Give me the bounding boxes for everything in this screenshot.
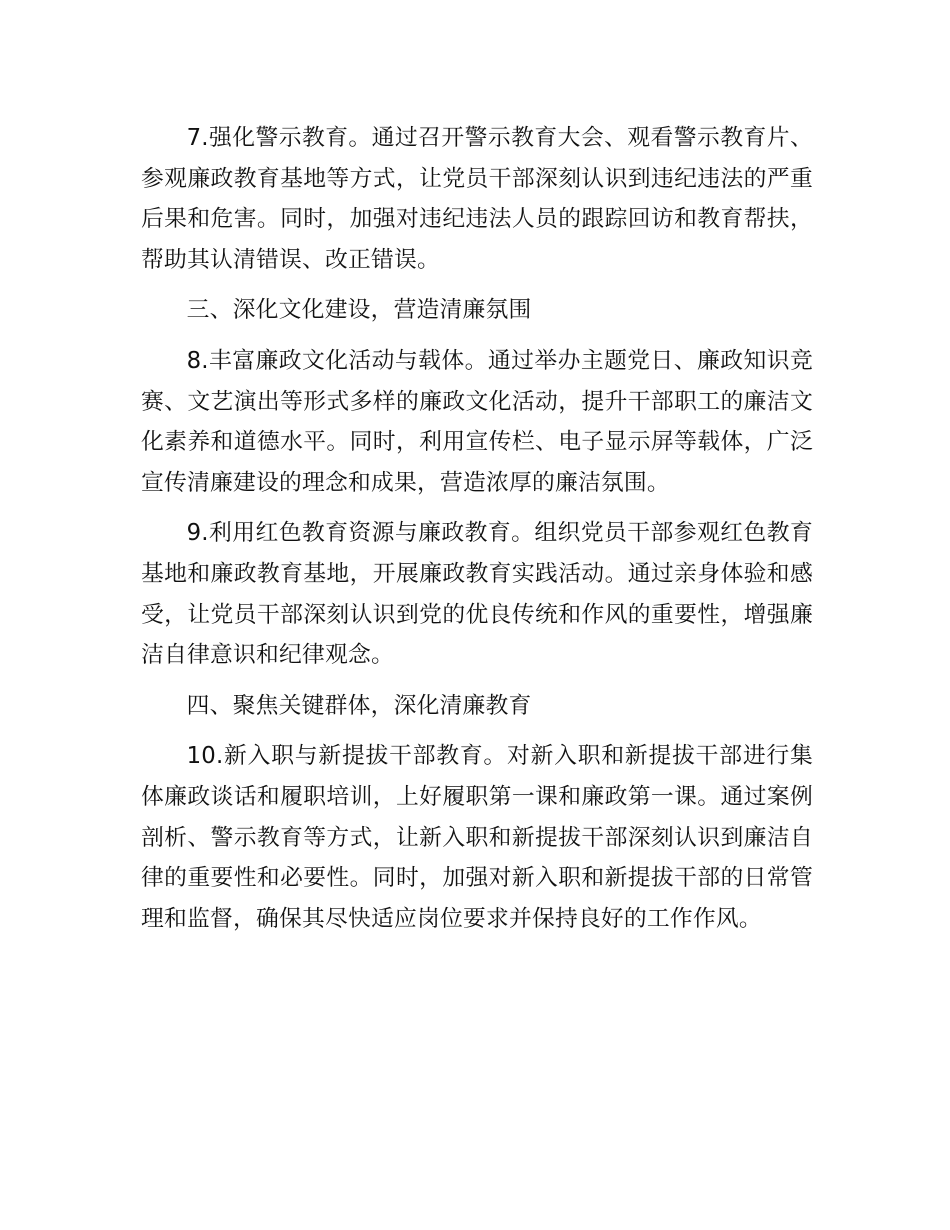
paragraph-item-10: 10.新入职与新提拔干部教育。对新入职和新提拔干部进行集体廉政谈话和履职培训，上好履职第一课和廉政第一课。通过案例剖析、警示教育等方式，让新入职和新提拔干部深刻认识到廉洁自律的重要性和必要性。同时，加强对新入职和新提拔干部的日常管理和监督，确保其尽快适应岗位要求并保持良好的工作作风。 — [141, 743, 813, 932]
section-heading-3: 三、深化文化建设，营造清廉氛围 — [186, 297, 532, 324]
spacer — [141, 503, 813, 513]
spacer — [141, 331, 813, 341]
spacer — [141, 676, 813, 686]
section-heading-4: 四、聚焦关键群体，深化清廉教育 — [186, 692, 532, 719]
paragraph-item-7: 7.强化警示教育。通过召开警示教育大会、观看警示教育片、参观廉政教育基地等方式，让党员干部深刻认识到违纪违法的严重后果和危害。同时，加强对违纪违法人员的跟踪回访和教育帮扶，帮助其认清错误、改正错误。 — [141, 125, 813, 273]
paragraph-item-9: 9.利用红色教育资源与廉政教育。组织党员干部参观红色教育基地和廉政教育基地，开展廉政教育实践活动。通过亲身体验和感受，让党员干部深刻认识到党的优良传统和作风的重要性，增强廉洁自律意识和纪律观念。 — [141, 520, 813, 669]
spacer — [141, 280, 813, 290]
paragraph-item-8: 8.丰富廉政文化活动与载体。通过举办主题党日、廉政知识竞赛、文艺演出等形式多样的廉政文化活动，提升干部职工的廉洁文化素养和道德水平。同时，利用宣传栏、电子显示屏等载体，广泛宣传清廉建设的理念和成果，营造浓厚的廉洁氛围。 — [141, 347, 813, 496]
document-page — [141, 118, 813, 939]
spacer — [141, 726, 813, 736]
